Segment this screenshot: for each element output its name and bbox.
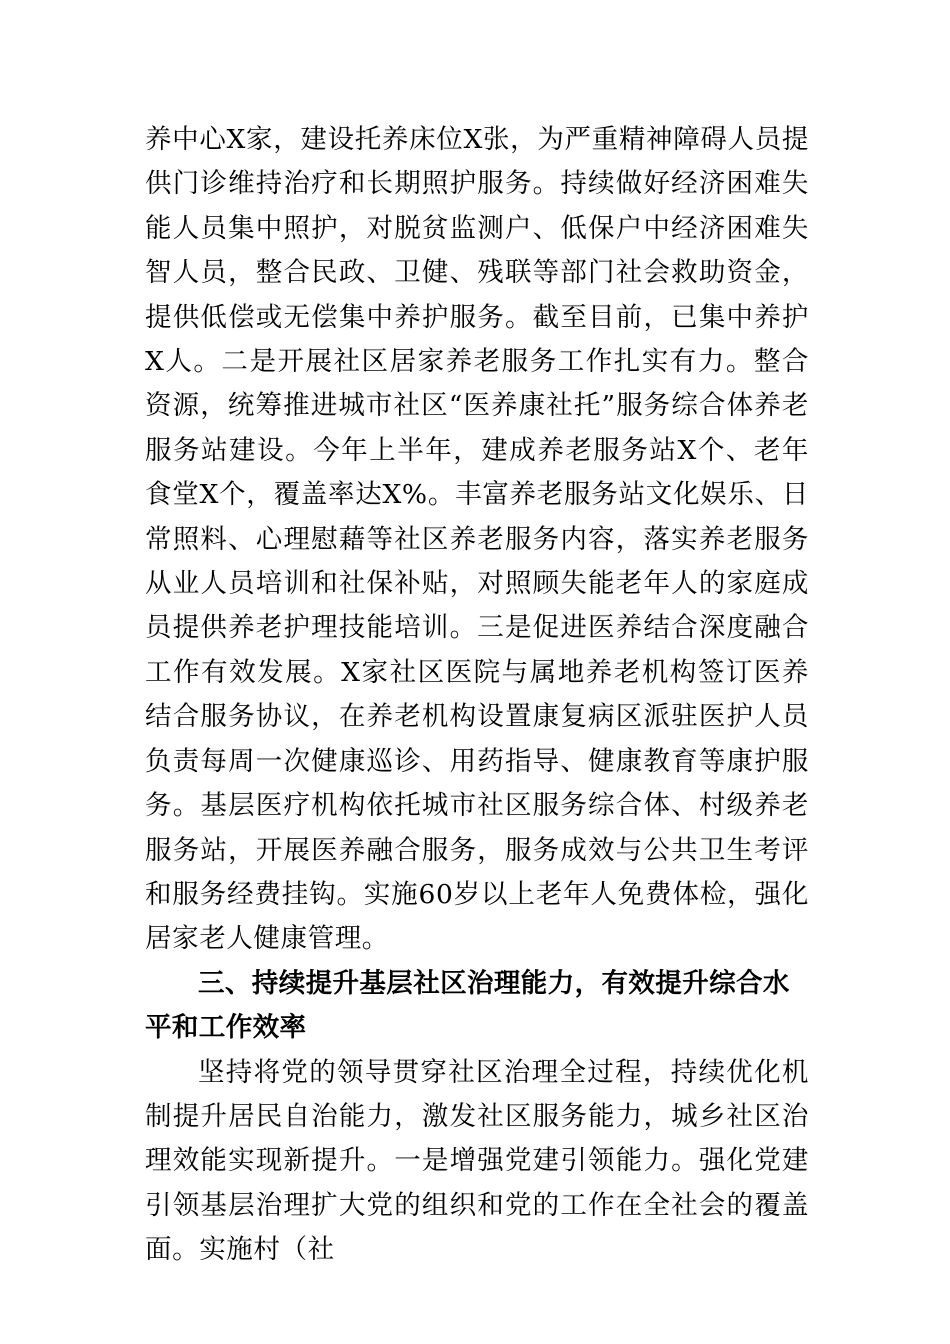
document-page: [145, 118, 809, 1273]
body-paragraph: 坚持将党的领导贯穿社区治理全过程，持续优化机制提升居民自治能力，激发社区服务能力，城乡社区治理效能实现新提升。一是增强党建引领能力。强化党建引领基层治理扩大党的组织和党的工作在全社会的覆盖面。实施村（社: [145, 1056, 809, 1266]
body-paragraph-continued: 养中心X家，建设托养床位X张，为严重精神障碍人员提供门诊维持治疗和长期照护服务。持续做好经济困难失能人员集中照护，对脱贫监测户、低保户中经济困难失智人员，整合民政、卫健、残联等部门社会救助资金，提供低偿或无偿集中养护服务。截至目前，已集中养护X人。二是开展社区居家养老服务工作扎实有力。整合资源，统筹推进城市社区“医养康社托”服务综合体养老服务站建设。今年上半年，建成养老服务站X个、老年食堂X个，覆盖率达X%。丰富养老服务站文化娱乐、日常照料、心理慰藉等社区养老服务内容，落实养老服务从业人员培训和社保补贴，对照顾失能老年人的家庭成员提供养老护理技能培训。三是促进医养结合深度融合工作有效发展。X家社区医院与属地养老机构签订医养结合服务协议，在养老机构设置康复病区派驻医护人员负责每周一次健康巡诊、用药指导、健康教育等康护服务。基层医疗机构依托城市社区服务综合体、村级养老服务站，开展医养融合服务，服务成效与公共卫生考评和服务经费挂钩。实施60岁以上老年人免费体检，强化居家老人健康管理。: [145, 124, 809, 955]
section-heading-3: 三、持续提升基层社区治理能力，有效提升综合水平和工作效率: [145, 967, 790, 1044]
